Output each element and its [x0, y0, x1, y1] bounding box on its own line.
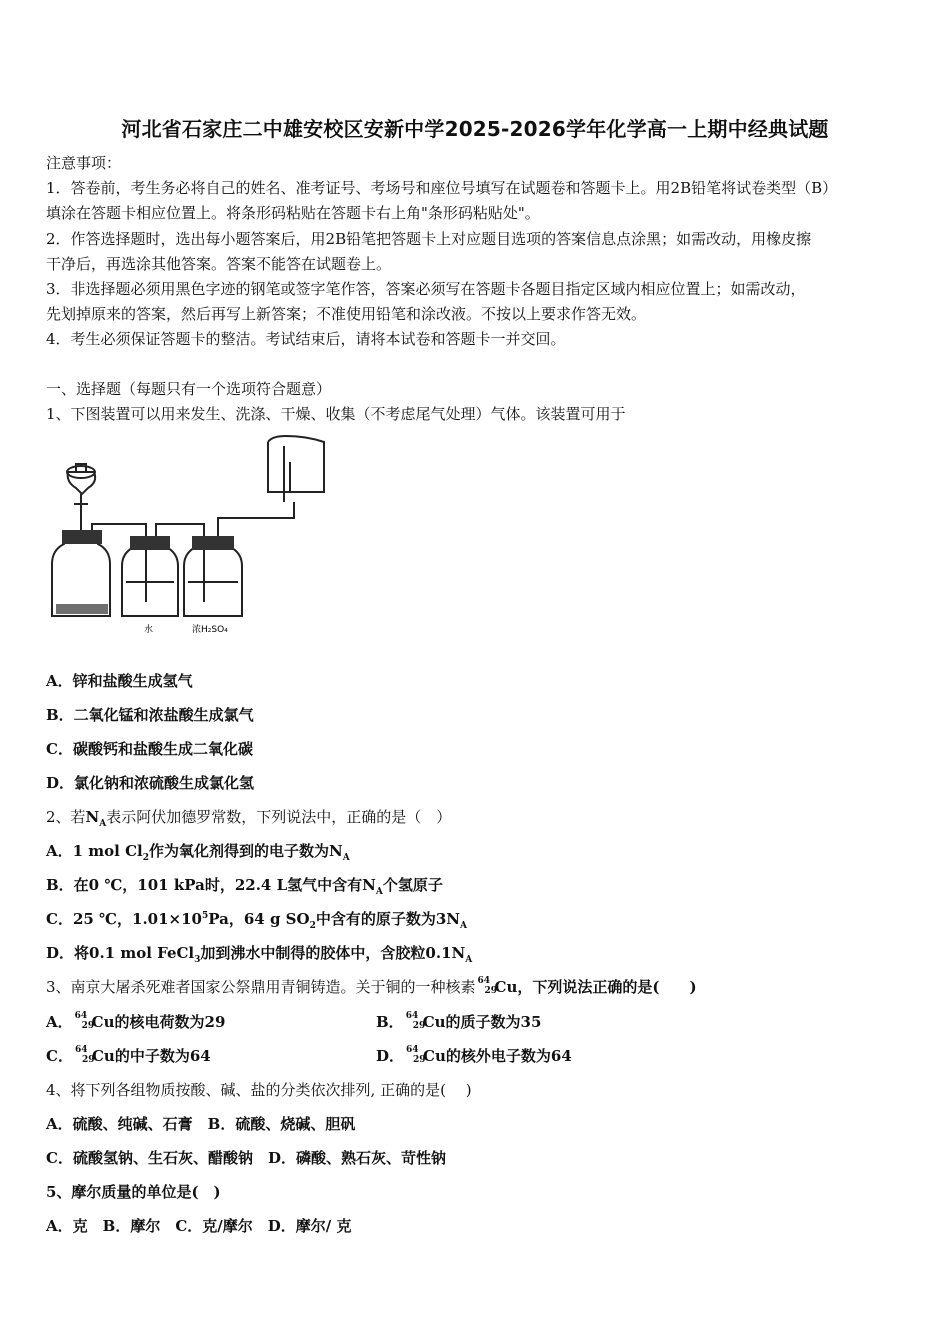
q3-option-a: A． 64 29 Cu的核电荷数为29 [46, 1011, 226, 1031]
notice-line: 先划掉原来的答案，然后再写上新答案；不准使用铅笔和涂改液。不按以上要求作答无效。 [46, 305, 647, 323]
q4-options-ab: A．硫酸、纯碱、石膏 B．硫酸、烧碱、胆矾 [46, 1115, 356, 1133]
q4-options-cd: C．硫酸氢钠、生石灰、醋酸钠 D．磷酸、熟石灰、苛性钠 [46, 1149, 446, 1167]
q3-option-c: C． 64 29 Cu的中子数为64 [46, 1045, 211, 1065]
q2-option-a: A．1 mol $Cl_2$作为氧化剂得到的电子数为$N_A$ [46, 842, 350, 863]
q2-option-b: B．在0 ℃，101 kPa时，22.4 L氢气中含有$N_A$个氢原子 [46, 876, 443, 897]
notice-line: 2．作答选择题时，选出每小题答案后，用2B铅笔把答题卡上对应题目选项的答案信息点涂黑；如需改动，用橡皮擦 [46, 230, 812, 248]
q3-stem: 3、南京大屠杀死难者国家公祭鼎用青铜铸造。关于铜的一种核素 64 29 Cu，下列说法正确的是( ) [46, 976, 697, 996]
section-heading: 一、选择题（每题只有一个选项符合题意） [46, 380, 332, 398]
q1-option-b: B．二氧化锰和浓盐酸生成氯气 [46, 706, 254, 724]
exam-title: 河北省石家庄二中雄安校区安新中学2025-2026学年化学高一上期中经典试题 [121, 117, 829, 141]
apparatus-figure [46, 432, 336, 637]
notice-line: 4．考生必须保证答题卡的整洁。考试结束后，请将本试卷和答题卡一并交回。 [46, 330, 566, 348]
q3-option-d: D． 64 29 Cu的核外电子数为64 [376, 1045, 572, 1065]
q3-option-b: B． 64 29 Cu的质子数为35 [376, 1011, 542, 1031]
notice-line: 1．答卷前，考生务必将自己的姓名、准考证号、考场号和座位号填写在试题卷和答题卡上。用2B铅笔将试卷类型（B） [46, 179, 838, 197]
q1-stem: 1、下图装置可以用来发生、洗涤、干燥、收集（不考虑尾气处理）气体。该装置可用于 [46, 405, 626, 423]
q2-option-c: C．25 ℃，$1.01\times 10^5Pa$，64 g $SO_2$中含有的原子数为$3N_A$ [46, 910, 467, 931]
q2-option-d: D．将0.1 mol FeCl$_3$加到沸水中制得的胶体中，含胶粒$0.1N_A$ [46, 944, 473, 965]
q1-option-a: A．锌和盐酸生成氢气 [46, 672, 193, 690]
q4-stem: 4、将下列各组物质按酸、碱、盐的分类依次排列, 正确的是( ) [46, 1081, 472, 1099]
q5-options: A．克 B．摩尔 C．克/摩尔 D．摩尔/ 克 [46, 1217, 352, 1235]
q5-stem: 5、摩尔质量的单位是( ) [46, 1183, 221, 1201]
notice-line: 填涂在答题卡相应位置上。将条形码粘贴在答题卡右上角"条形码粘贴处"。 [46, 204, 540, 222]
notice-heading: 注意事项： [46, 154, 122, 172]
notice-line: 干净后，再选涂其他答案。答案不能答在试题卷上。 [46, 255, 392, 273]
q1-option-d: D．氯化钠和浓硫酸生成氯化氢 [46, 774, 255, 792]
nuclide-symbol: 64 29 [477, 976, 498, 996]
figure-label-water: 水 [144, 625, 154, 635]
q1-option-c: C．碳酸钙和盐酸生成二氧化碳 [46, 740, 253, 758]
q2-stem: 2、若$N_A$表示阿伏加德罗常数，下列说法中，正确的是（ ） [46, 808, 452, 829]
notice-line: 3．非选择题必须用黑色字迹的钢笔或签字笔作答，答案必须写在答题卡各题目指定区域内相应位置上；如需改动， [46, 280, 806, 298]
figure-label-h2so4: 浓H₂SO₄ [192, 625, 228, 635]
